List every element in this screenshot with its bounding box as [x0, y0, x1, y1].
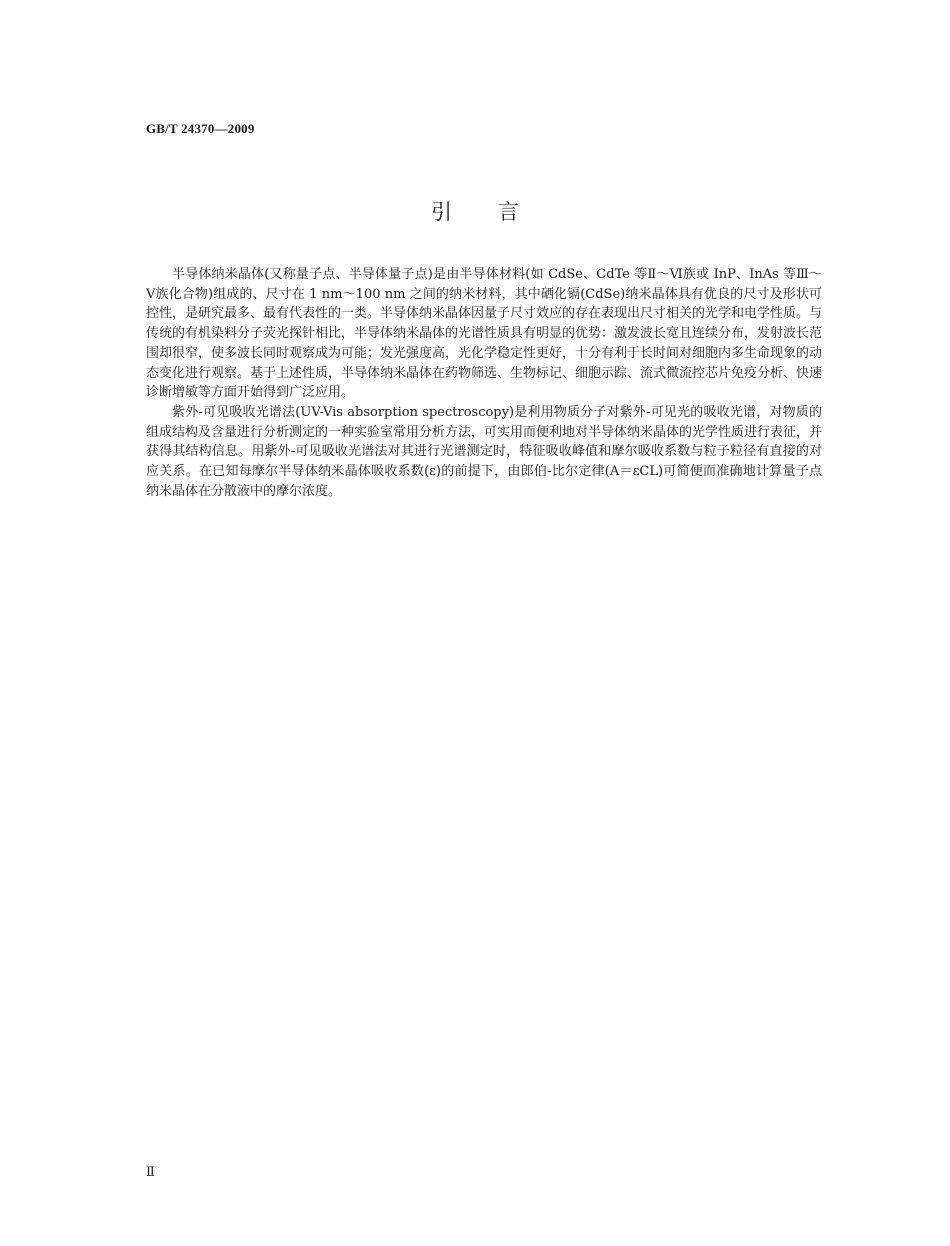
standard-code: GB/T 24370—2009: [146, 121, 255, 136]
paragraph-uv-vis: 紫外-可见吸收光谱法(UV-Vis absorption spectroscopy)是利用物质分子对紫外-可见光的吸收光谱，对物质的组成结构及含量进行分析测定的一种实验室常用分析方法，可实用而便利地对半导体纳米晶体的光学性质进行表征，并获得其结构信息。用紫外-可见吸收光谱法对其进行光谱测定时，特征吸收峰值和摩尔吸收系数与粒子粒径有直接的对应关系。在已知每摩尔半导体纳米晶体吸收系数(ε)的前提下，由郎伯-比尔定律(A＝εCL)可简便而准确地计算量子点纳米晶体在分散液中的摩尔浓度。: [146, 404, 823, 499]
page-title: 引言: [431, 200, 565, 224]
page-number: Ⅱ: [146, 1164, 155, 1179]
paragraph-quantum-dots: 半导体纳米晶体(又称量子点、半导体量子点)是由半导体材料(如 CdSe、CdTe 等Ⅱ～Ⅵ族或 InP、InAs 等Ⅲ～Ⅴ族化合物)组成的、尺寸在 1 nm～100 nm 之间的纳米材料，其中硒化镉(CdSe)纳米晶体具有优良的尺寸及形状可控性，是研究最多、最有代表性的一类。半导体纳米晶体因量子尺寸效应的存在表现出尺寸相关的光学和电学性质。与传统的有机染料分子荧光探针相比，半导体纳米晶体的光谱性质具有明显的优势：激发波长宽且连续分布，发射波长范围却很窄，使多波长同时观察成为可能；发光强度高，光化学稳定性更好，十分有利于长时间对细胞内多生命现象的动态变化进行观察。基于上述性质，半导体纳米晶体在药物筛选、生物标记、细胞示踪、流式微流控芯片免疫分析、快速诊断增敏等方面开始得到广泛应用。: [146, 267, 823, 401]
introduction-body: [146, 265, 822, 501]
